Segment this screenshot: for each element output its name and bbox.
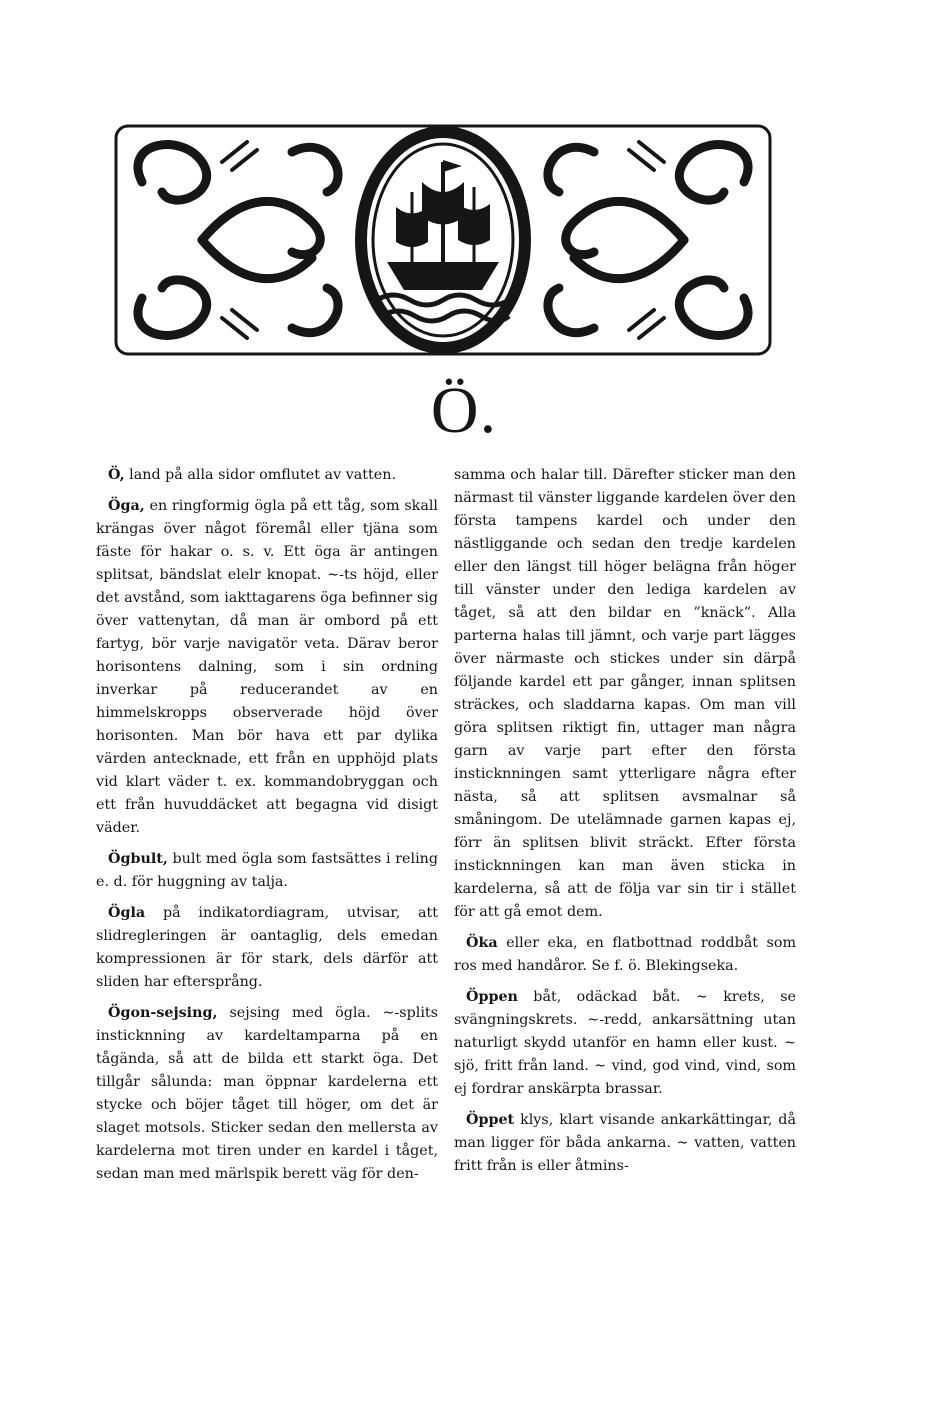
headword: Ögon-sejsing, — [108, 1005, 218, 1021]
entry-text: land på alla sidor omflutet av vatten. — [124, 467, 396, 483]
entry — [454, 986, 796, 1101]
entry — [96, 1002, 438, 1186]
headword: Öppen — [466, 989, 518, 1005]
entry-text: sejsing med ögla. ∼-splits insticknning av kardeltamparna på en tågända, så att de bilda ett starkt öga. Det tillgår sålunda: man öppnar kardelerna ett stycke och böjer tåget till höger, om det är slaget motsols. Sticker sedan den mellersta av kardelerna mot tiren under en kardel i tåget, sedan man med märlspik berett väg för den- — [96, 1005, 438, 1182]
entry — [96, 495, 438, 840]
entry — [96, 848, 438, 894]
headword: Ö, — [108, 467, 125, 483]
entry-text: bult med ögla som fastsättes i reling e. d. för huggning av talja. — [96, 851, 438, 890]
entry-text: en ringformig ögla på ett tåg, som skall krängas över något föremål eller tjäna som fäste för hakar o. s. v. Ett öga är antingen splitsat, bändslat elelr knopat. ∼-ts höjd, eller det avstånd, som iakttagarens öga befinner sig över vattenytan, då man är ombord på ett fartyg, bör varje navigatör veta. Därav beror horisontens dalning, som i sin ordning inverkar på reducerandet av en himmelskropps observerade höjd över horisonten. Man bör hava ett par dylika värden antecknade, ett från en upphöjd plats vid klart väder t. ex. kommandobryggan och ett från huvuddäcket att begagna vid disigt väder. — [96, 498, 438, 836]
entry-text: klys, klart visande ankarkättingar, då man ligger för båda ankarna. ∼ vatten, vatten fritt från is eller åtmins- — [454, 1112, 796, 1174]
ship-ornament-icon — [112, 122, 774, 358]
headword: Ögbult, — [108, 851, 168, 867]
entry — [454, 1109, 796, 1178]
headword: Öppet — [466, 1112, 515, 1128]
letter-heading: Ö. — [430, 374, 498, 447]
left-column — [96, 464, 438, 1194]
entry-text: på indikatordiagram, utvisar, att slidregleringen är oantaglig, dels emedan kompressionen är för stark, dels därför att sliden har eftersprång. — [96, 905, 438, 990]
headword: Ögla — [108, 905, 146, 921]
entry — [96, 902, 438, 994]
entry-text: eller eka, en flatbottnad roddbåt som ros med handåror. Se f. ö. Blekingseka. — [454, 935, 796, 974]
entry — [454, 932, 796, 978]
headword: Öka — [466, 935, 498, 951]
right-column — [454, 464, 796, 1186]
entry-text: båt, odäckad båt. ∼ krets, se svängningskrets. ∼-redd, ankarsättning utan naturligt skydd utanför en hamn eller kust. ∼ sjö, fritt från land. ∼ vind, god vind, vind, som ej fordrar anskärpta brassar. — [454, 989, 796, 1097]
ship-vignette-ornament — [112, 122, 774, 358]
entry-text: samma och halar till. Därefter sticker man den närmast til vänster liggande kardelen över den första tampens kardel och under den nästliggande och sedan den tredje kardelen eller den längst till höger belägna från höger till vänster under den lediga kardelen av tåget, så att den bildar en ”knäck”. Alla parterna halas till jämnt, och varje part lägges över närmaste och stickes under sin därpå följande kardel ett par gånger, innan splitsen sträckes, och sladdarna kapas. Om man vill göra splitsen riktigt fin, uttager man några garn av varje part efter den första insticknningen samt ytterligare några efter nästa, så att splitsen avsmalnar så småningom. De utelämnade garnen kapas ej, förr än splitsen blivit sträckt. Efter första insticknningen kan man även sticka in kardelerna, så att de följa var sin tir i stället för att gå emot dem. — [454, 467, 796, 920]
entry-continuation — [454, 464, 796, 924]
headword: Öga, — [108, 498, 145, 514]
entry — [96, 464, 438, 487]
